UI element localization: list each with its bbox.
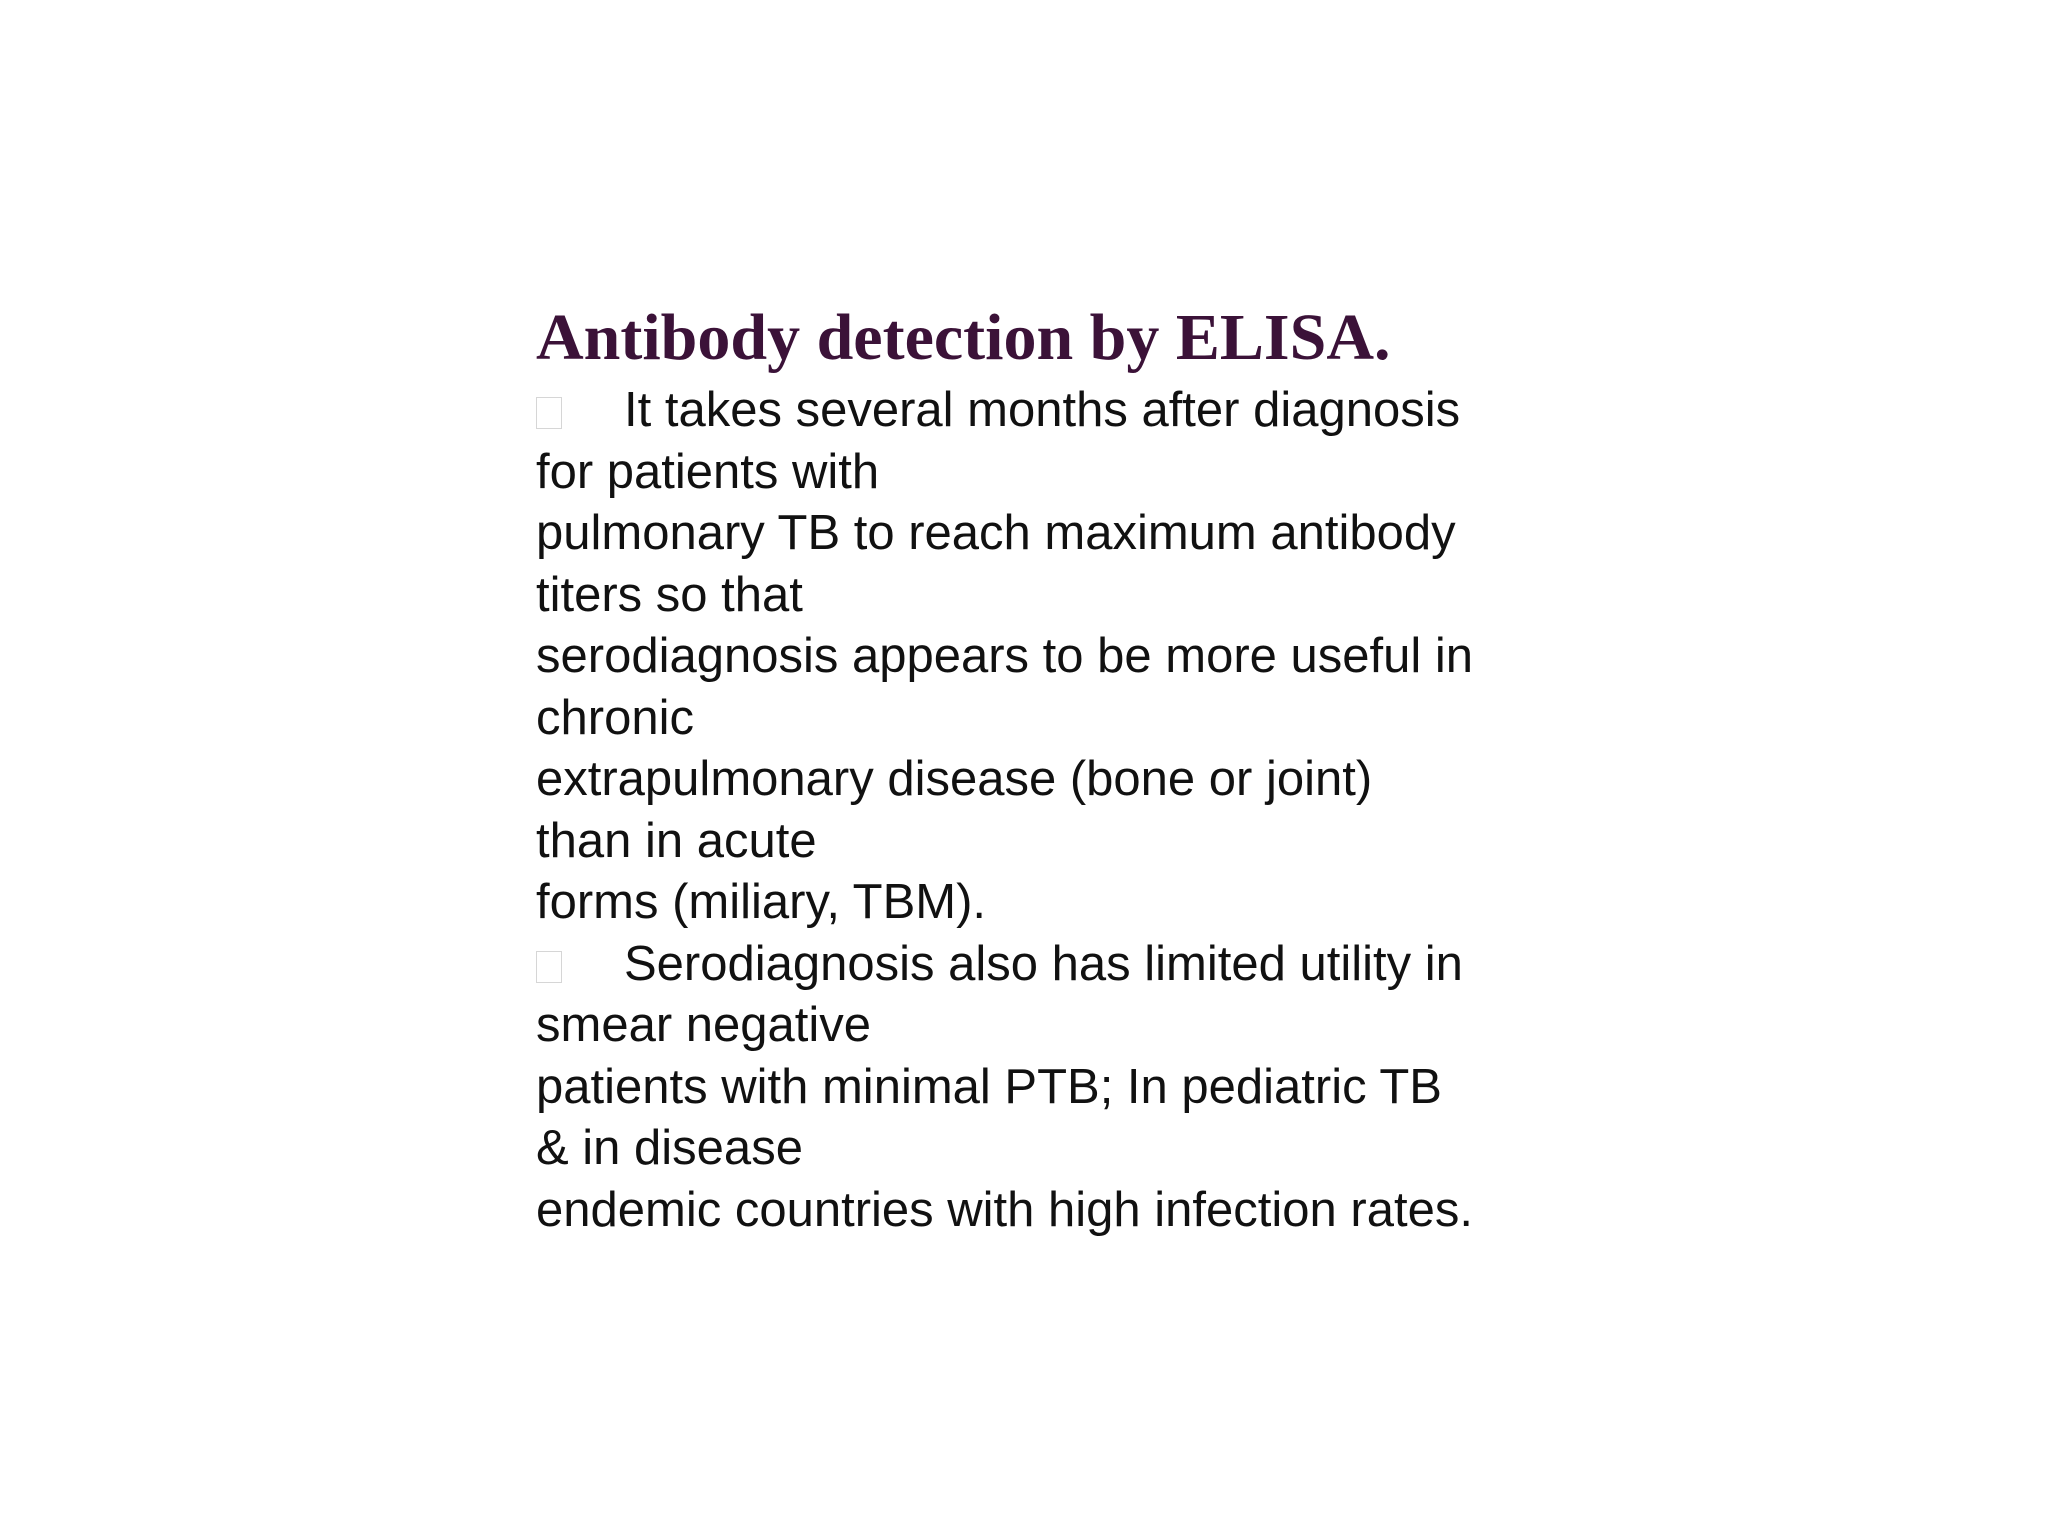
bullet-text-line: endemic countries with high infection rates.	[536, 1182, 1473, 1237]
bullet-text-line: for patients with	[536, 444, 880, 499]
bullet-first-line: It takes several months after diagnosis	[536, 380, 1536, 442]
bullet-text-line: & in disease	[536, 1121, 803, 1175]
bullet-item	[536, 934, 1536, 1242]
bullet-item	[536, 380, 1536, 934]
bullet-text-line: smear negative	[536, 998, 872, 1052]
bullet-text-line: forms (miliary, TBM).	[536, 875, 987, 929]
bullet-first-line: Serodiagnosis also has limited utility in	[536, 934, 1536, 996]
bullet-text-line: patients with minimal PTB; In pediatric TB	[536, 1059, 1442, 1114]
bullet-text-line: serodiagnosis appears to be more useful in	[536, 629, 1474, 683]
bullet-text-line: chronic	[536, 690, 694, 745]
bullet-text-line: extrapulmonary disease (bone or joint)	[536, 752, 1373, 806]
slide-title: Antibody detection by ELISA.	[536, 301, 1391, 374]
slide-content	[536, 296, 1536, 1241]
bullet-text-line: pulmonary TB to reach maximum antibody	[536, 506, 1456, 560]
bullet-text-line: titers so that	[536, 567, 803, 622]
bullet-icon	[536, 951, 562, 983]
bullet-icon	[536, 397, 562, 429]
bullet-text-line: than in acute	[536, 813, 817, 868]
